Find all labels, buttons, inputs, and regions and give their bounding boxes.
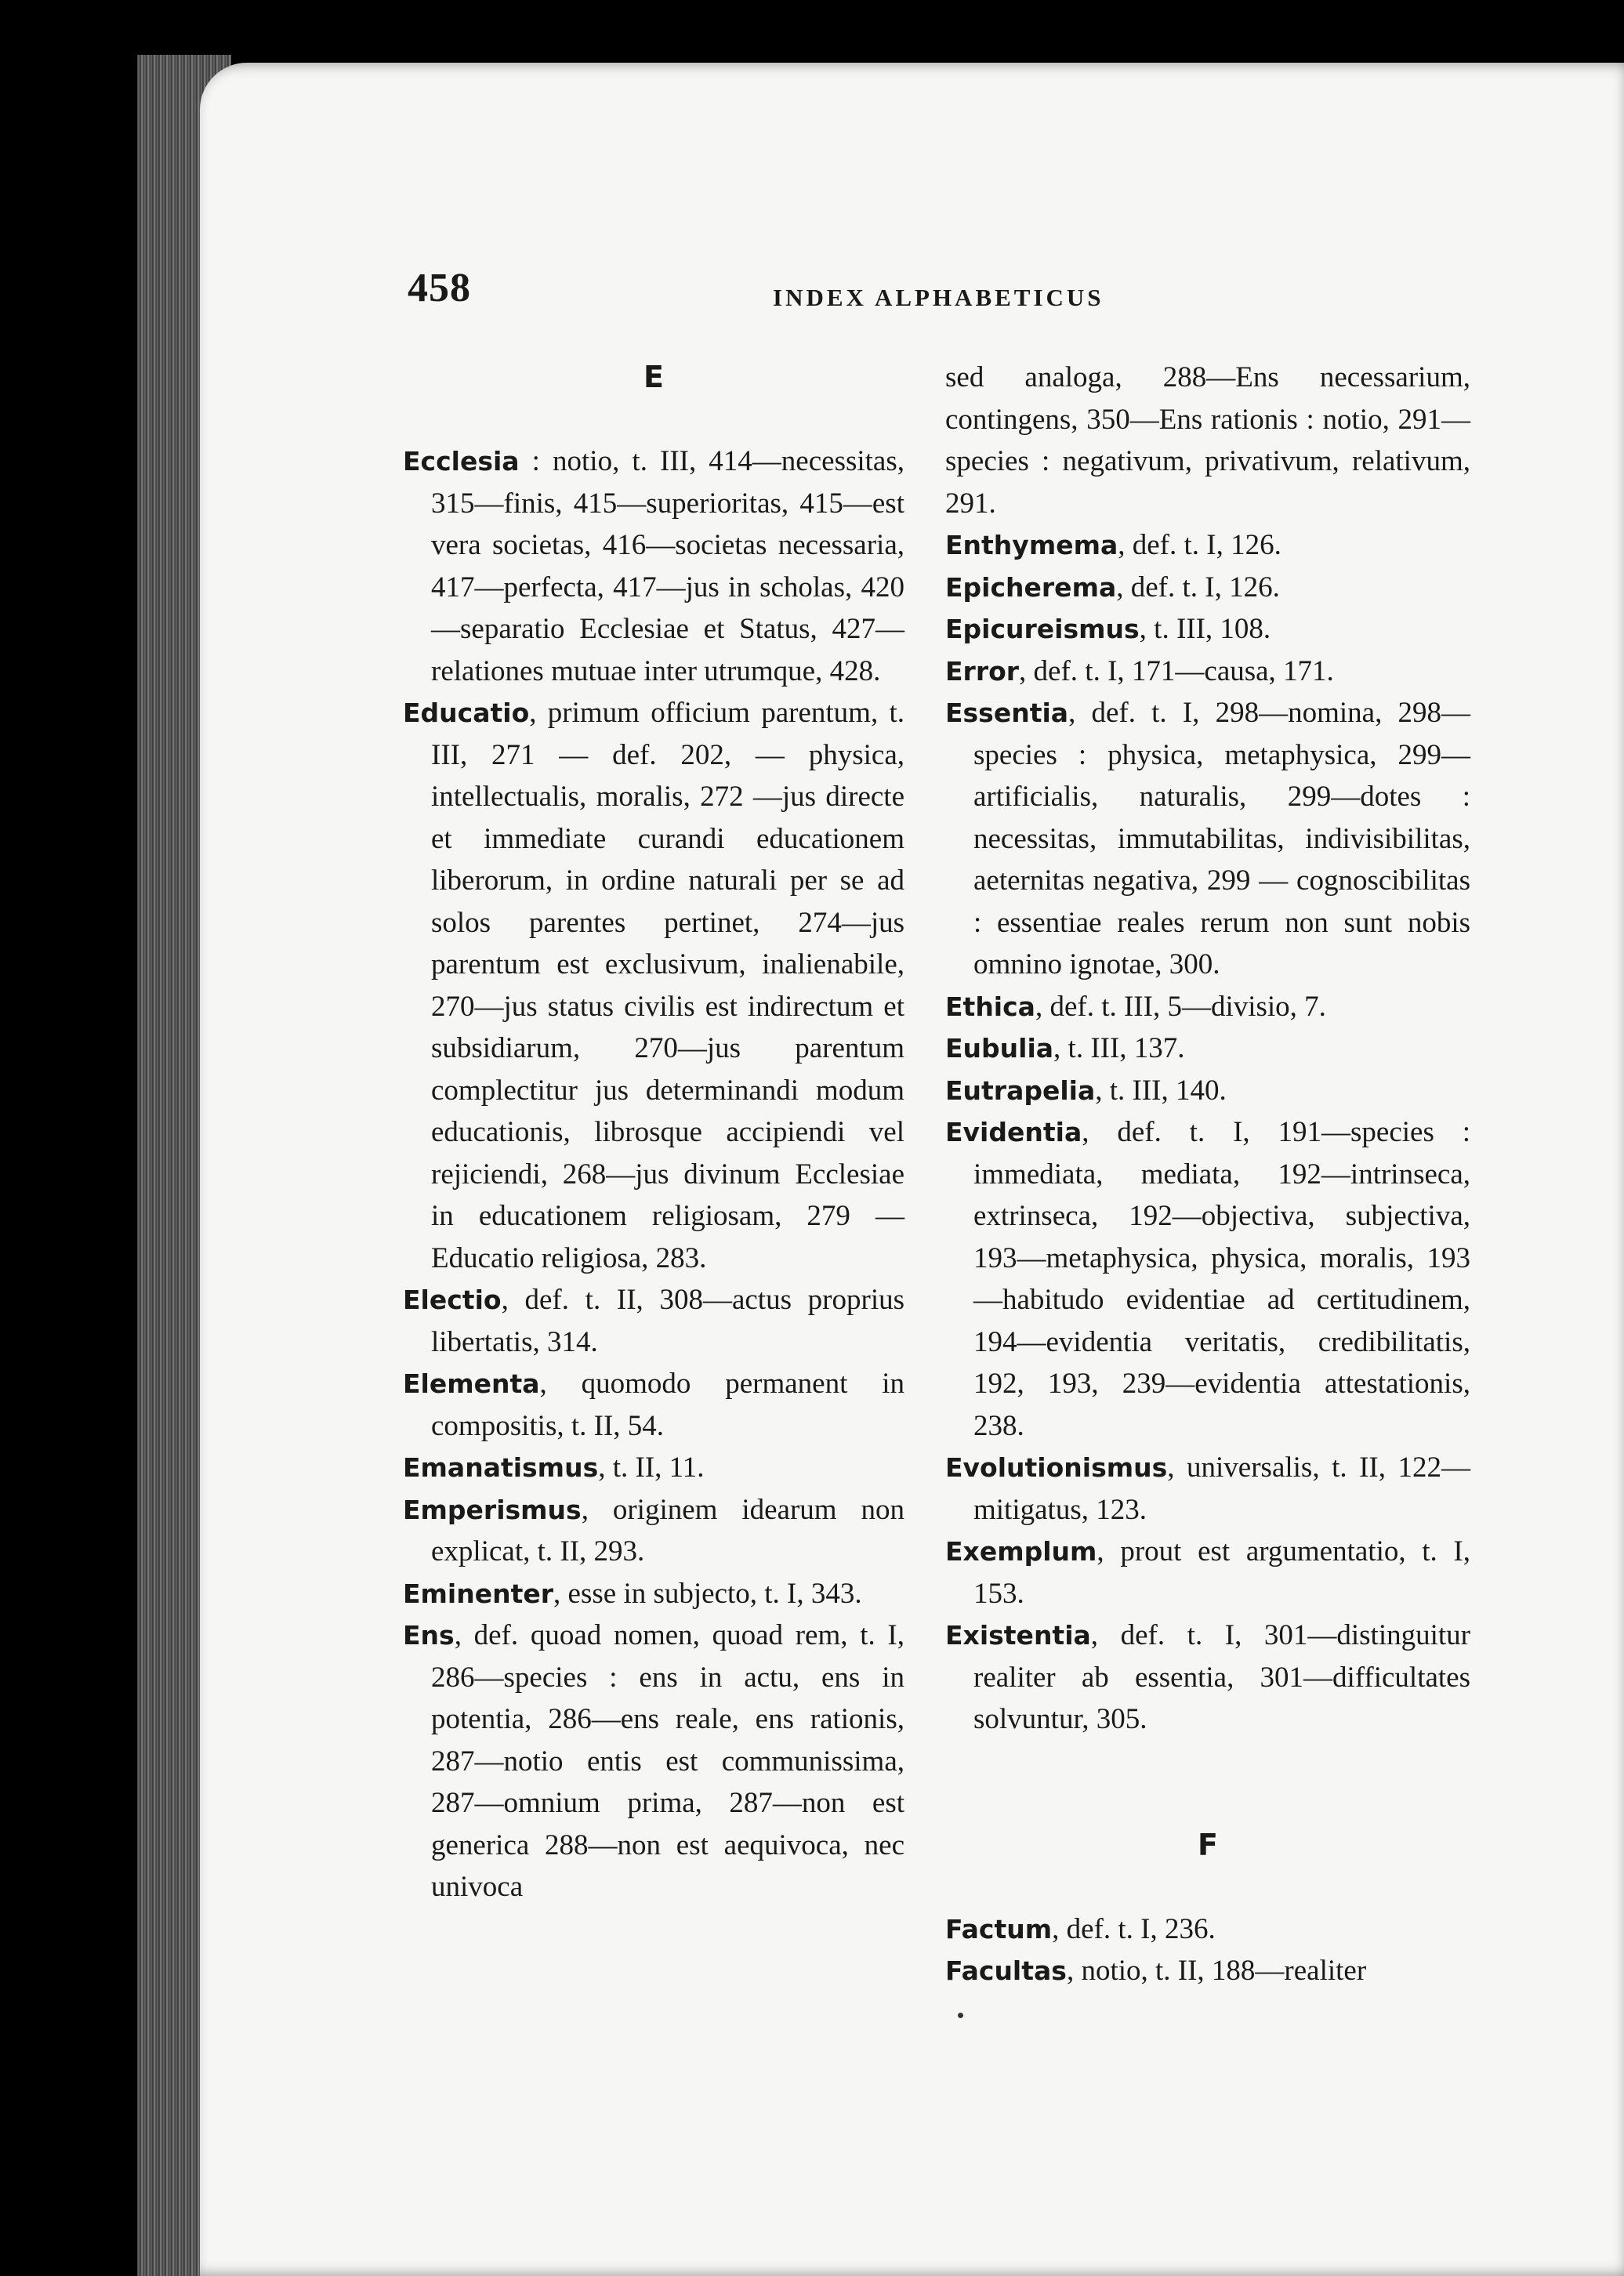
entry-text: , prout est argumentatio, t. I, 153. [973,1535,1470,1610]
entry-continuation: sed analoga, 288—Ens necessarium, contingens, 350—Ens rationis : notio, 291—species : negativum, privativum, relativum, 291. [945,361,1470,520]
index-entry [403,692,904,1279]
index-entry [945,1950,1470,1992]
entry-text: , def. t. I, 126. [1118,529,1281,561]
entry-text: , quomodo permanent in compositis, t. II, 54. [431,1368,904,1442]
entry-headword: Elementa [403,1368,540,1399]
running-head: INDEX ALPHABETICUS [773,284,1104,311]
entry-text: , universalis, t. II, 122—mitigatus, 123. [973,1451,1470,1526]
index-entry [945,1615,1470,1741]
entry-text: , t. III, 137. [1053,1032,1185,1064]
entry-text: : notio, t. III, 414—necessitas, 315—finis, 415—superioritas, 415—est vera societas, 416—societas necessaria, 417—perfecta, 417—jus in scholas, 420—separatio Ecclesiae et Status, 427—relationes mutuae inter utrumque, 428. [431,445,904,687]
index-entry [403,440,904,692]
section-gap [945,1741,1470,1825]
entry-headword: Eubulia [945,1033,1054,1064]
index-entry [945,608,1470,651]
index-entry [403,1573,904,1615]
entry-text: , def. t. I, 236. [1052,1912,1216,1945]
entry-headword: Evidentia [945,1117,1082,1147]
entry-headword: Ens [403,1620,455,1651]
entry-text: , def. t. II, 308—actus proprius libertatis, 314. [431,1284,904,1358]
entry-headword: Electio [403,1285,502,1315]
index-entry [403,1447,904,1489]
index-entry [403,1489,904,1573]
entry-headword: Exemplum [945,1536,1097,1567]
entry-headword: Eutrapelia [945,1075,1096,1106]
entry-text: , originem idearum non explicat, t. II, 293. [431,1493,904,1567]
index-entry [403,1615,904,1908]
page-number: 458 [408,266,471,310]
index-entry [403,1279,904,1363]
entry-text: , t. III, 108. [1139,613,1271,645]
entry-headword: Epicherema [945,571,1117,603]
entry-text: , def. t. I, 171—causa, 171. [1019,654,1334,687]
entry-headword: Essentia [945,698,1069,728]
entry-text: , def. t. I, 301—distinguitur realiter ab essentia, 301—difficultates solvuntur, 305. [973,1619,1470,1735]
ink-speck [958,2013,963,2018]
index-entry [945,692,1470,986]
entry-headword: Emperismus [403,1494,582,1525]
index-entry [945,1027,1470,1070]
left-column [403,357,904,1908]
index-entry [945,986,1470,1028]
entry-headword: Ecclesia [403,446,520,477]
index-entry [945,567,1470,609]
entry-text: , def. t. III, 5—divisio, 7. [1035,990,1326,1023]
section-letter-f: F [1198,1827,1218,1862]
entry-text: , esse in subjecto, t. I, 343. [553,1577,862,1610]
entry-text: , primum officium parentum, t. III, 271 — def. 202, — physica, intellectualis, moralis, 272 —jus directe et immediate curandi educationem liberorum, in ordine naturali per se ad solos parentes pertinet, 274—jus parentum est exclusivum, inalienabile, 270—jus status civilis est indirectum et subsidiarum, 270—jus parentum complectitur jus determinandi modum educationis, librosque accipiendi vel rejiciendi, 268—jus divinum Ecclesiae in educationem religiosam, 279 — Educatio religiosa, 283. [431,697,904,1274]
section-letter-e: E [643,360,664,394]
entry-text: , def. t. I, 191—species : immediata, mediata, 192—intrinseca, extrinseca, 192—objectiva, subjectiva, 193—metaphysica, physica, moralis, 193—habitudo evidentiae ad certitudinem, 194—evidentia veritatis, credibilitatis, 192, 193, 239—evidentia attestationis, 238. [973,1116,1470,1442]
index-entry [945,1111,1470,1447]
entry-headword: Educatio [403,698,530,728]
entry-headword: Epicureismus [945,614,1140,644]
right-column [945,357,1470,1992]
entry-headword: Emanatismus [403,1452,599,1483]
index-entry [945,1908,1470,1951]
entry-headword: Existentia [945,1620,1091,1651]
entry-headword: Evolutionismus [945,1452,1168,1483]
entry-text: , def. t. I, 126. [1116,571,1280,603]
index-entry [945,1531,1470,1615]
entry-text: , t. II, 11. [598,1451,705,1484]
entry-headword: Ethica [945,991,1035,1022]
index-entry [403,1363,904,1447]
index-entry [945,524,1470,567]
entry-text: , t. III, 140. [1095,1074,1227,1107]
entry-headword: Facultas [945,1955,1067,1986]
entry-headword: Eminenter [403,1578,554,1609]
entry-text: , notio, t. II, 188—realiter [1066,1955,1367,1987]
entry-text: , def. quoad nomen, quoad rem, t. I, 286—species : ens in actu, ens in potentia, 286—ens reale, ens rationis, 287—notio entis est communissima, 287—omnium prima, 287—non est generica 288—non est aequivoca, nec univoca [431,1619,904,1903]
entry-headword: Error [945,655,1020,687]
index-entry [945,1070,1470,1112]
entry-headword: Factum [945,1913,1053,1944]
entry-text: , def. t. I, 298—nomina, 298—species : physica, metaphysica, 299—artificialis, naturalis, 299—dotes : necessitas, immutabilitas, indivisibilitas, aeternitas negativa, 299 — cognoscibilitas : essentiae reales rerum non sunt nobis omnino ignotae, 300. [973,697,1470,980]
index-entry [945,651,1470,693]
index-entry [945,1447,1470,1531]
entry-headword: Enthymema [945,530,1118,560]
